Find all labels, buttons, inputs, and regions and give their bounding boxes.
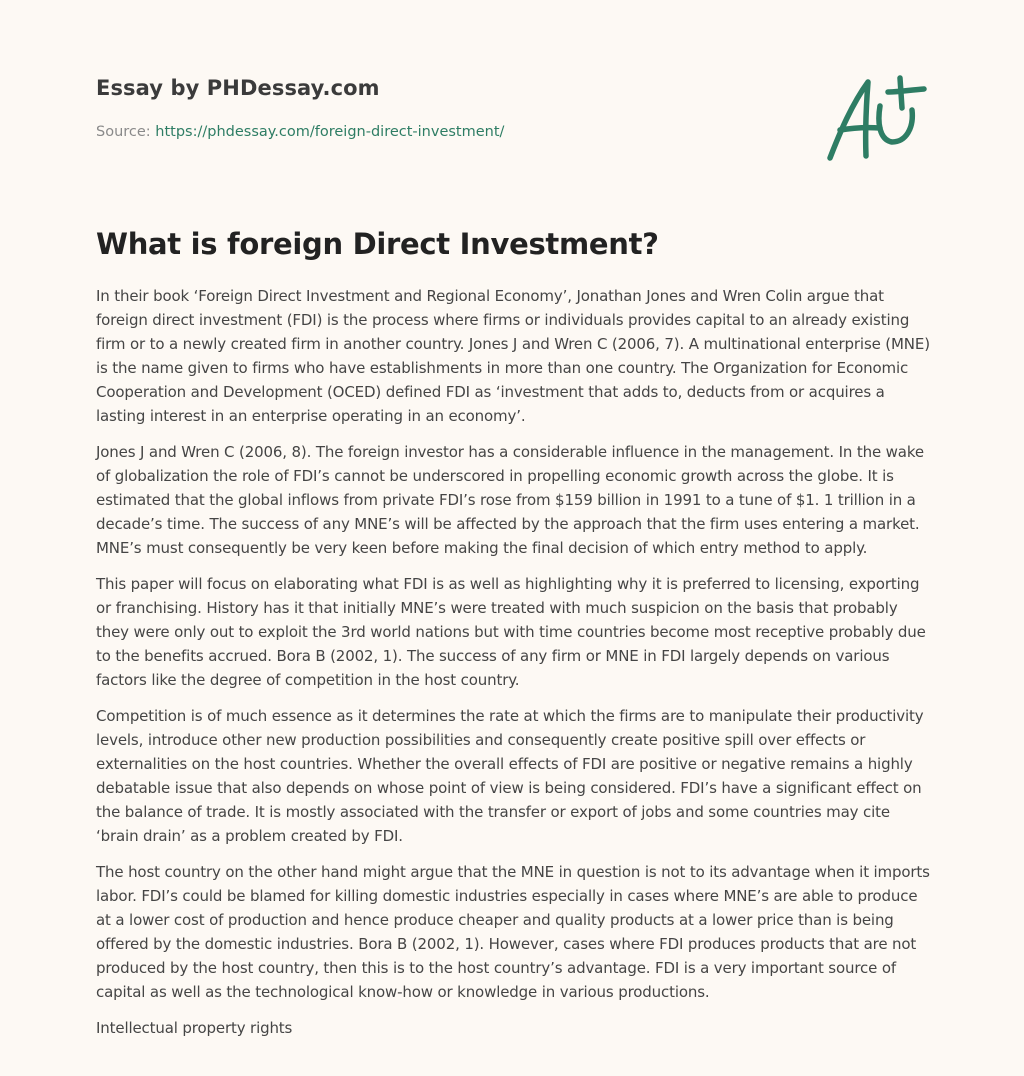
paragraph: Jones J and Wren C (2006, 8). The foreign investor has a considerable influence in the management. In the wake of globalization the role of FDI’s cannot be underscored in propelling economic growth across the globe. It is estimated that the global inflows from private FDI’s rose from $159 billion in 1991 to a tune of $1. 1 trillion in a decade’s time. The success of any MNE’s will be affected by the approach that the firm uses entering a market. MNE’s must consequently be very keen before making the final decision of which entry method to apply.: [96, 443, 924, 557]
paragraph: Intellectual property rights: [96, 1019, 293, 1037]
source-line: [96, 124, 504, 140]
essay-title: What is foreign Direct Investment?: [96, 227, 659, 261]
paragraph: In their book ‘Foreign Direct Investment and Regional Economy’, Jonathan Jones and Wren Colin argue that foreign direct investment (FDI) is the process where firms or individuals provides capital to an already existing firm or to a newly created firm in another country. Jones J and Wren C (2006, 7). A multinational enterprise (MNE) is the name given to firms who have establishments in more than one country. The Organization for Economic Cooperation and Development (OCED) defined FDI as ‘investment that adds to, deducts from or acquires a lasting interest in an enterprise operating in an economy’.: [96, 287, 930, 425]
paragraph: This paper will focus on elaborating what FDI is as well as highlighting why it is preferred to licensing, exporting or franchising. History has it that initially MNE’s were treated with much suspicion on the basis that probably they were only out to exploit the 3rd world nations but with time countries become most receptive probably due to the benefits accrued. Bora B (2002, 1). The success of any firm or MNE in FDI largely depends on various factors like the degree of competition in the host country.: [96, 575, 926, 689]
site-title: Essay by PHDessay.com: [96, 76, 380, 100]
essay-body: [96, 284, 930, 1052]
paragraph: The host country on the other hand might argue that the MNE in question is not to its advantage when it imports labor. FDI’s could be blamed for killing domestic industries especially in cases where MNE’s are able to produce at a lower cost of production and hence produce cheaper and quality products at a lower price than is being offered by the domestic industries. Bora B (2002, 1). However, cases where FDI produces products that are not produced by the host country, then this is to the host country’s advantage. FDI is a very important source of capital as well as the technological know-how or knowledge in various productions.: [96, 863, 930, 1001]
paragraph: Competition is of much essence as it determines the rate at which the firms are to manipulate their productivity levels, introduce other new production possibilities and consequently create positive spill over effects or externalities on the host countries. Whether the overall effects of FDI are positive or negative remains a highly debatable issue that also depends on whose point of view is being considered. FDI’s have a significant effect on the balance of trade. It is mostly associated with the transfer or export of jobs and some countries may cite ‘brain drain’ as a problem created by FDI.: [96, 707, 924, 845]
source-label: Source:: [96, 124, 151, 140]
source-link[interactable]: https://phdessay.com/foreign-direct-investment/: [155, 124, 505, 140]
a-plus-logo-icon: [822, 70, 928, 164]
